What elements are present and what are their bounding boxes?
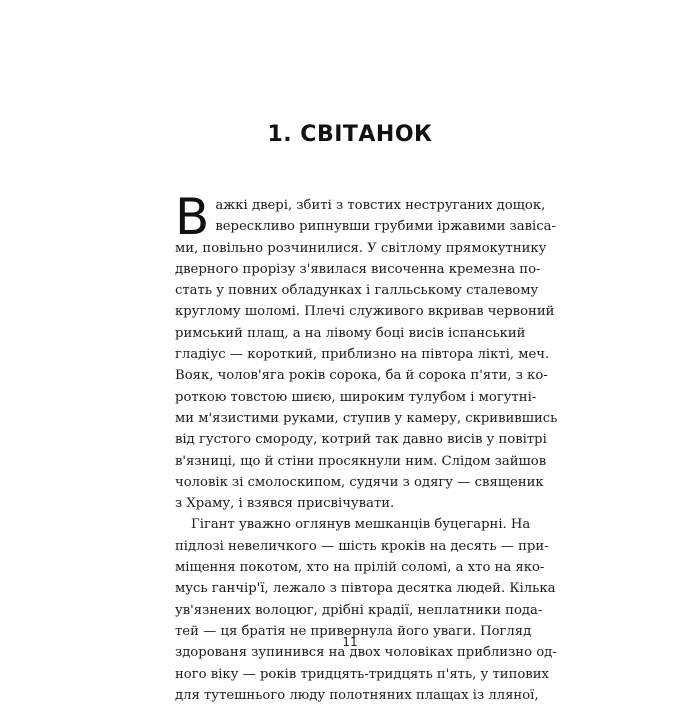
text-line: тей — ця братія не привернула його уваги. Погляд <box>175 623 532 639</box>
text-line: міщення покотом, хто на прілій соломі, а хто на яко- <box>175 560 545 576</box>
page-number: 11 <box>342 635 358 649</box>
paragraph-2 <box>175 514 557 706</box>
text-line: стать у повних обладунках і галльському сталевому <box>175 283 539 299</box>
text-line: від густого смороду, котрий так давно висів у повітрі <box>175 432 547 448</box>
text-line: в'язниці, що й стіни просякнули ним. Слідом зайшов <box>175 453 547 469</box>
text-line: чоловік зі смолоскипом, судячи з одягу — священик <box>175 474 544 490</box>
body-text <box>175 188 558 706</box>
text-line: роткою товстою шиєю, широким тулубом і могутні- <box>175 389 537 405</box>
text-line: Вояк, чолов'яга років сорока, ба й сорока п'яти, з ко- <box>175 368 548 384</box>
text-line: ного віку — років тридцять-тридцять п'ять, у типових <box>175 666 549 682</box>
text-line: гладіус — короткий, приблизно на півтора лікті, меч. <box>175 347 550 363</box>
text-line: круглому шоломі. Плечі служивого вкривав червоний <box>175 304 555 320</box>
text-line: ажкі двері, збиті з товстих неструганих дощок, <box>215 198 546 213</box>
text-line: римський плащ, а на лівому боці висів іспанський <box>175 325 526 341</box>
text-line: ми, повільно розчинилися. У світлому прямокутнику <box>175 240 547 256</box>
text-line: верескливо рипнувши грубими іржавими завіса- <box>215 219 556 235</box>
text-line-content: Гігант уважно оглянув мешканців буцегарні. На <box>191 517 531 533</box>
text-line: ув'язнених волоцюг, дрібні крадії, неплатники пода- <box>175 602 543 618</box>
text-line-indented <box>175 514 531 535</box>
text-line: здорованя зупинився на двох чоловіках приблизно од- <box>175 645 557 661</box>
text-line: для тутешнього люду полотняних плащах із лляної, <box>175 687 539 703</box>
text-line: мусь ганчір'ї, лежало з півтора десятка людей. Кілька <box>175 581 556 597</box>
chapter-title: 1. СВІТАНОК <box>267 122 433 147</box>
text-line: з Храму, і взявся присвічувати. <box>175 496 395 512</box>
text-line: ми м'язистими руками, ступив у камеру, скривившись <box>175 410 558 426</box>
drop-cap: В <box>175 188 210 246</box>
text-line: дверного прорізу з'явилася височенна кремезна по- <box>175 261 541 277</box>
paragraph-1 <box>175 188 558 514</box>
text-line: підлозі невеличкого — шість кроків на десять — при- <box>175 538 549 554</box>
